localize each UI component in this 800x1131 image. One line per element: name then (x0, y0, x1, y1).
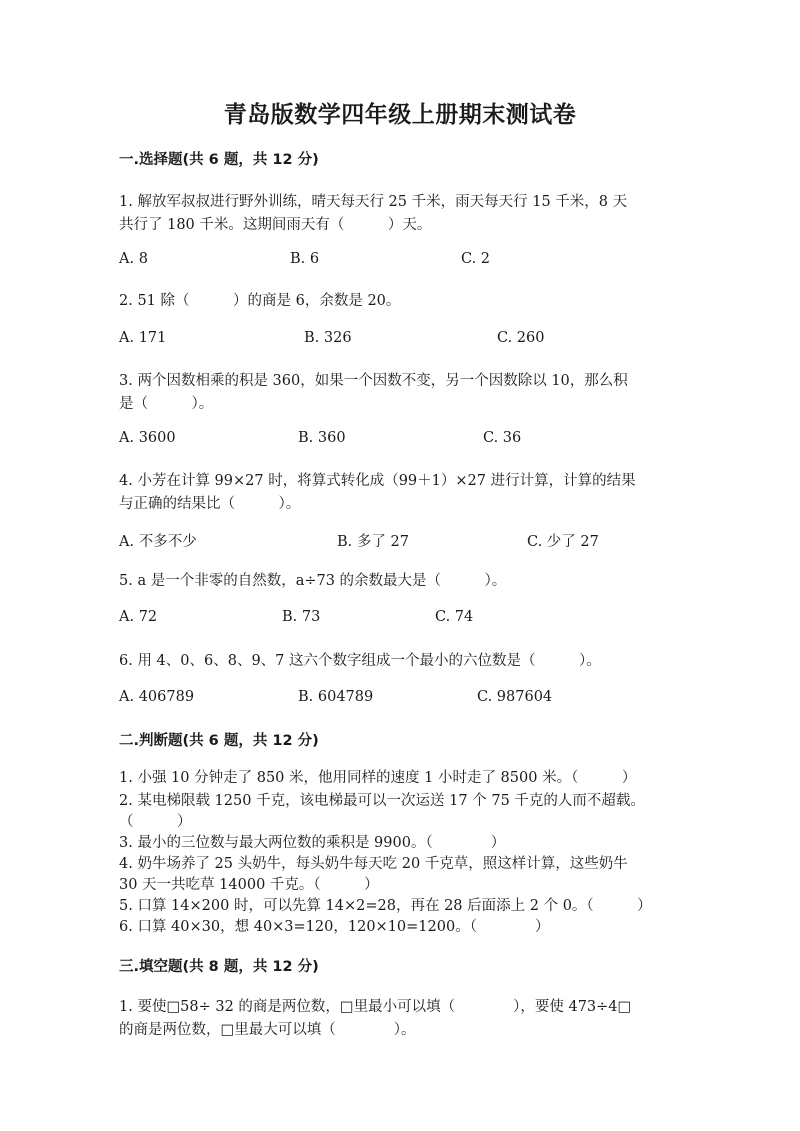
question-5-option-a: A. 72 (119, 609, 158, 625)
question-3-option-a: A. 3600 (119, 430, 176, 446)
question-4-option-a: A. 不多不少 (119, 534, 197, 550)
question-3-line-2: 是（ ）。 (119, 396, 214, 412)
question-1-option-a: A. 8 (119, 251, 148, 267)
question-5-line-1: 5. a 是一个非零的自然数，a÷73 的余数最大是（ ）。 (119, 573, 507, 589)
question-6-option-b: B. 604789 (298, 689, 374, 705)
question-3-option-c: C. 36 (483, 430, 522, 446)
fill-blank-line-2: 的商是两位数，□里最大可以填（ ）。 (119, 1022, 416, 1038)
question-4-option-c: C. 少了 27 (527, 534, 599, 550)
question-3-option-b: B. 360 (298, 430, 346, 446)
judgement-line-5: 4. 奶牛场养了 25 头奶牛，每头奶牛每天吃 20 千克草，照这样计算，这些奶牛 (119, 856, 628, 872)
question-4-line-1: 4. 小芳在计算 99×27 时，将算式转化成（99＋1）×27 进行计算，计算的结果 (119, 473, 636, 489)
judgement-line-6: 30 天一共吃草 14000 千克。（ ） (119, 877, 379, 893)
question-3-line-1: 3. 两个因数相乘的积是 360，如果一个因数不变，另一个因数除以 10，那么积 (119, 373, 628, 389)
question-6-line-1: 6. 用 4、0、6、8、9、7 这六个数字组成一个最小的六位数是（ ）。 (119, 653, 601, 669)
fill-blank-line-1: 1. 要使□58÷ 32 的商是两位数，□里最小可以填（ ），要使 473÷4□ (119, 999, 632, 1015)
question-1-option-c: C. 2 (461, 251, 491, 267)
section-heading-choice: 一.选择题(共 6 题，共 12 分) (119, 152, 319, 168)
page-title: 青岛版数学四年级上册期末测试卷 (223, 102, 577, 128)
question-2-option-a: A. 171 (119, 330, 167, 346)
question-2-option-c: C. 260 (497, 330, 545, 346)
judgement-line-1: 1. 小强 10 分钟走了 850 米，他用同样的速度 1 小时走了 8500 米。（ ） (119, 770, 637, 786)
judgement-line-8: 6. 口算 40×30，想 40×3=120，120×10=1200。（ ） (119, 919, 550, 935)
judgement-line-2: 2. 某电梯限载 1250 千克，该电梯最可以一次运送 17 个 75 千克的人而不超载。 (119, 793, 645, 809)
judgement-line-7: 5. 口算 14×200 时，可以先算 14×2=28，再在 28 后面添上 2 个 0。（ ） (119, 898, 652, 914)
question-5-option-b: B. 73 (282, 609, 321, 625)
section-heading-judgement: 二.判断题(共 6 题，共 12 分) (119, 733, 319, 749)
question-4-line-2: 与正确的结果比（ ）。 (119, 496, 301, 512)
question-2-line-1: 2. 51 除（ ）的商是 6，余数是 20。 (119, 293, 401, 309)
section-heading-fill-blank: 三.填空题(共 8 题，共 12 分) (119, 959, 319, 975)
question-5-option-c: C. 74 (435, 609, 474, 625)
question-1-line-2: 共行了 180 千米。这期间雨天有（ ）天。 (119, 217, 432, 233)
question-6-option-c: C. 987604 (477, 689, 553, 705)
judgement-line-4: 3. 最小的三位数与最大两位数的乘积是 9900。（ ） (119, 835, 506, 851)
question-6-option-a: A. 406789 (119, 689, 195, 705)
question-1-line-1: 1. 解放军叔叔进行野外训练，晴天每天行 25 千米，雨天每天行 15 千米，8 天 (119, 194, 628, 210)
question-1-option-b: B. 6 (290, 251, 320, 267)
question-2-option-b: B. 326 (304, 330, 352, 346)
question-4-option-b: B. 多了 27 (337, 534, 409, 550)
judgement-line-3: （ ） (119, 814, 192, 830)
